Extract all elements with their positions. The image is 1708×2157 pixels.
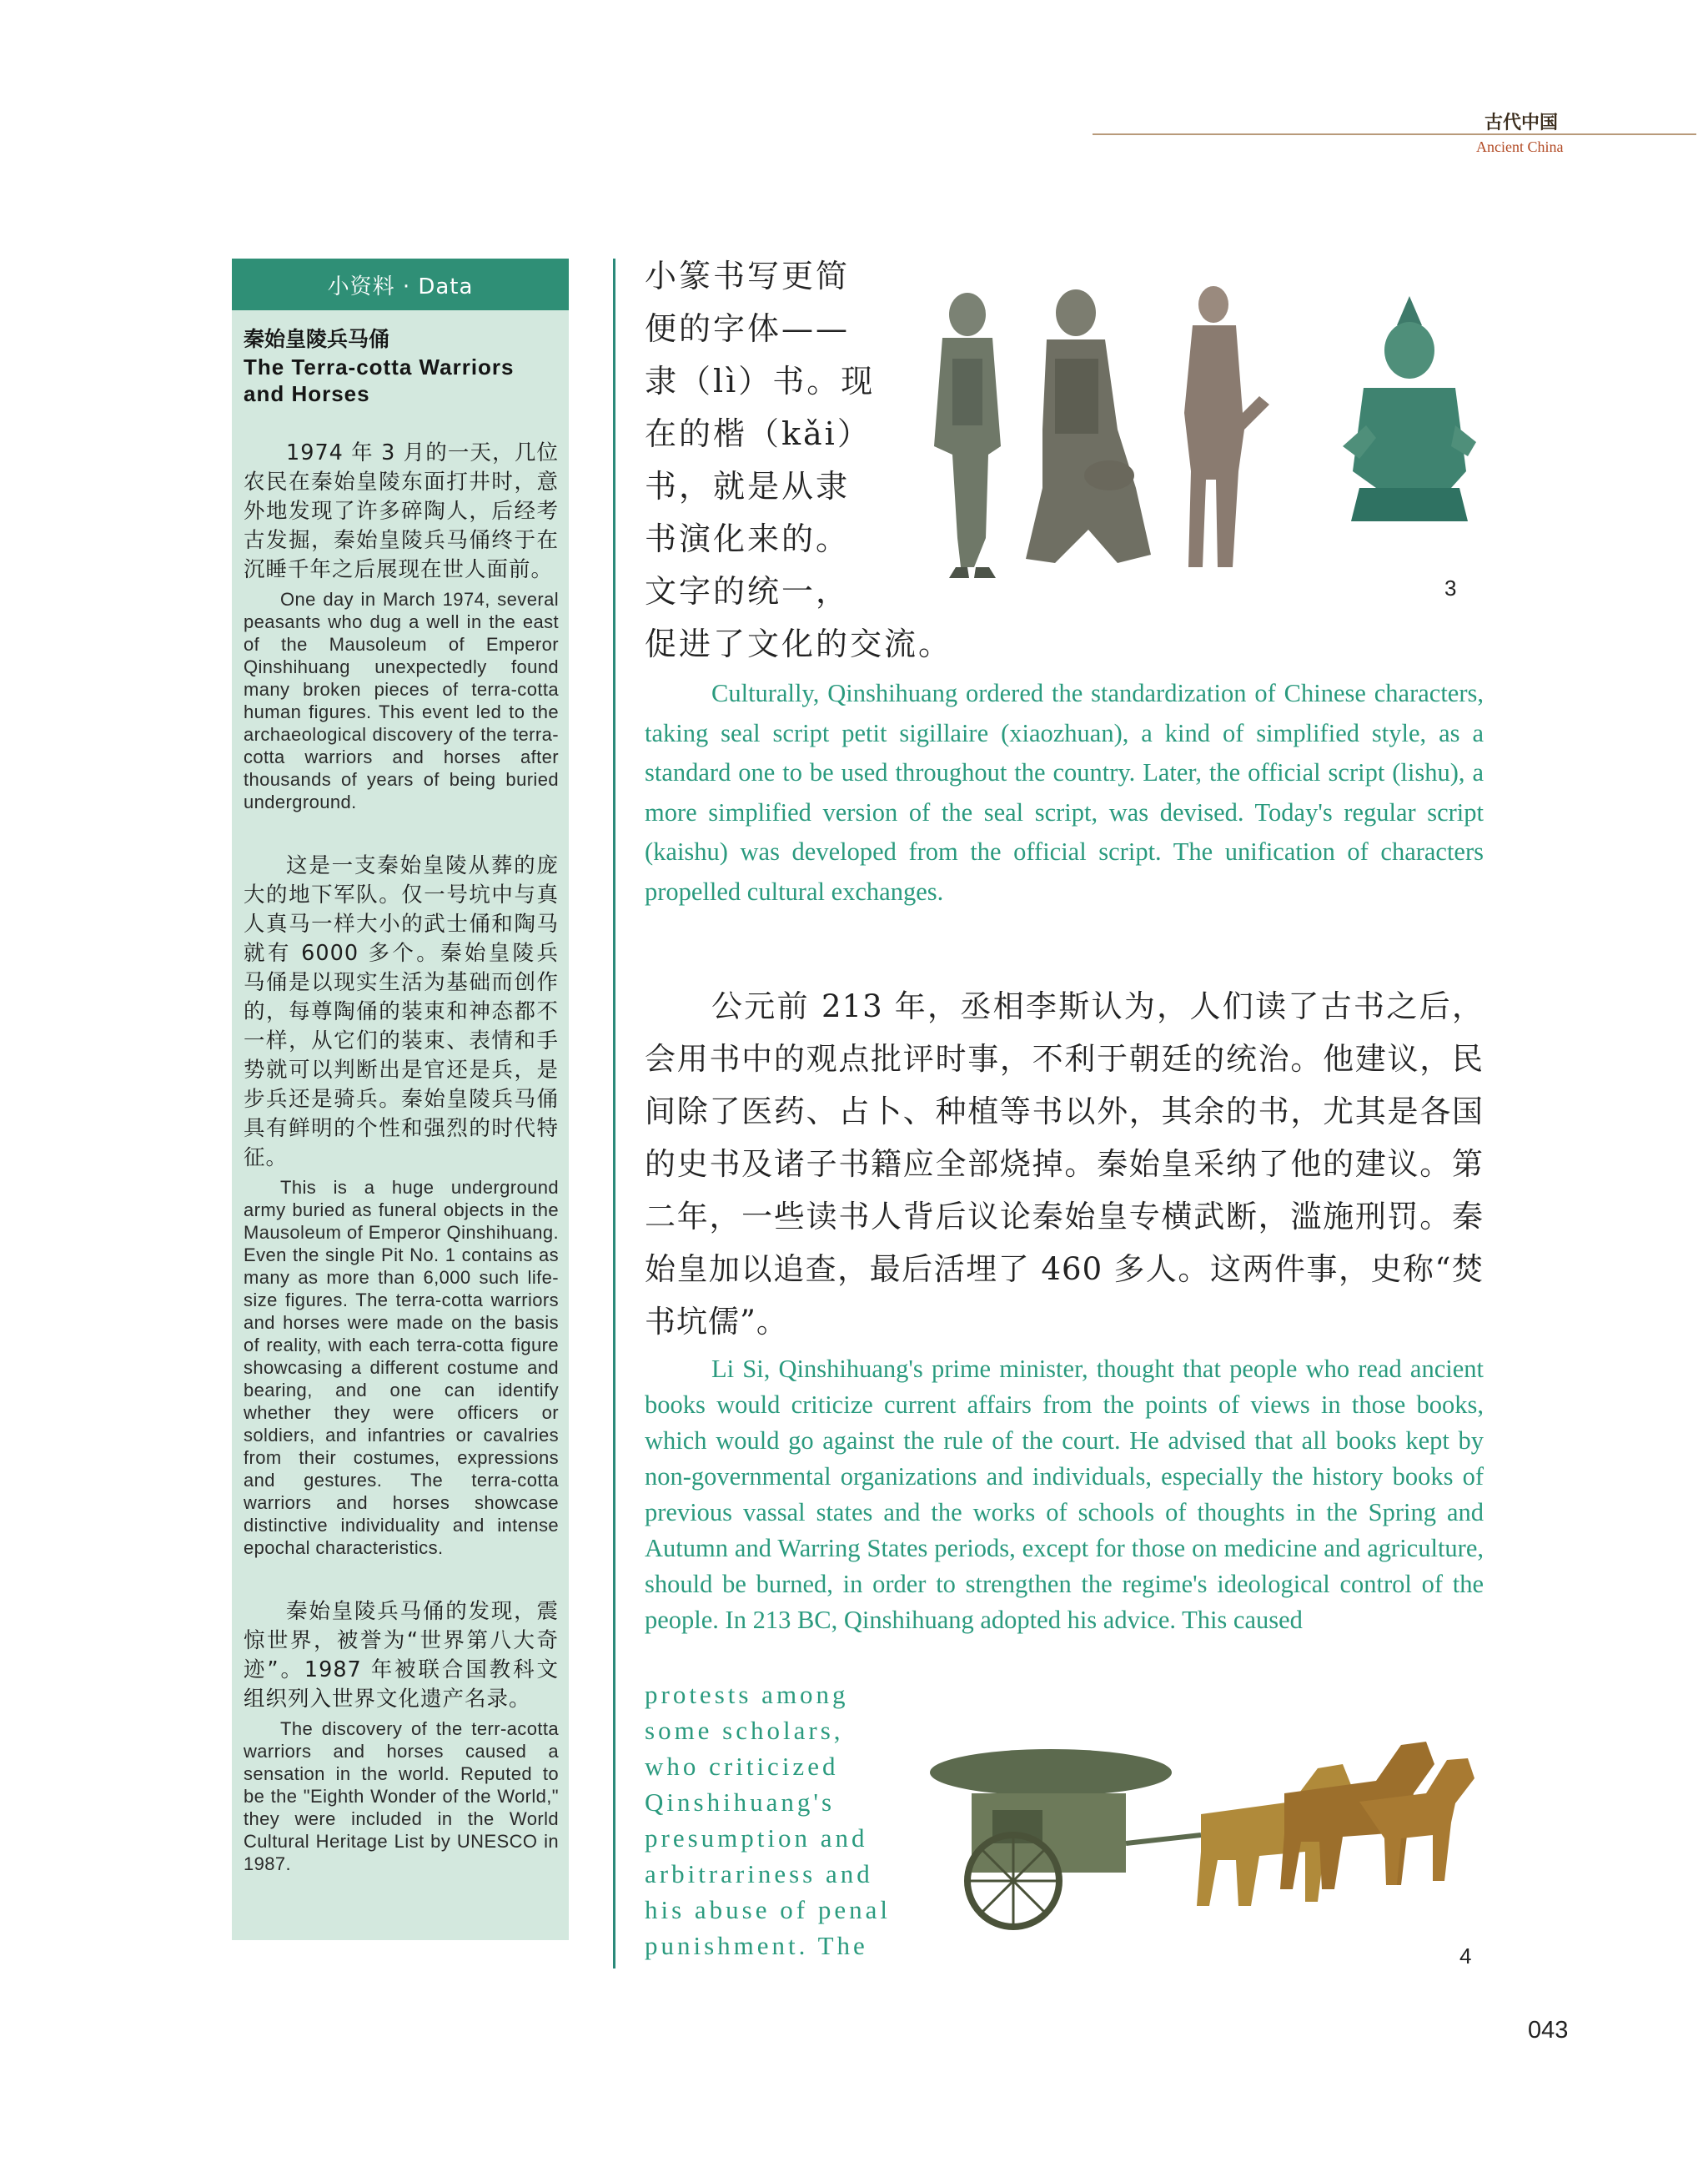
chariot-canopy bbox=[930, 1749, 1172, 1796]
data-sidebar bbox=[232, 259, 569, 1940]
narrow-line: punishment. The bbox=[645, 1931, 868, 1960]
narrow-line: some scholars, bbox=[645, 1716, 844, 1745]
sidebar-paragraph-3-zh: 秦始皇陵兵马俑的发现，震惊世界，被誉为“世界第八大奇迹”。1987 年被联合国教科文组织列入世界文化遗产名录。 bbox=[244, 1599, 559, 1712]
glazed-figure-illustration bbox=[1343, 296, 1476, 521]
narrow-line: presumption and bbox=[645, 1823, 868, 1853]
sidebar-paragraph-1-en: One day in March 1974, several peasants who dug a well in the east of the Mausoleum of Emperor Qinshihuang unexpectedly found many broken pieces of terra-cotta human figures. This event led to the archaeological discovery of the terra-cotta warriors and horses after thousands of years of being buried underground. bbox=[244, 589, 559, 812]
sidebar-paragraph-2-en: This is a huge underground army buried as funeral objects in the Mausoleum of Emperor Qinshihuang. Even the single Pit No. 1 contains as many as more than 6,000 such life-size figures. The terra-cotta warriors and horses were made on the basis of reality, with each terra-cotta figure showcasing a different costume and bearing, and one can identify whether they were officers or soldiers, and infantries or cavalries from their costumes, expressions and gestures. The terra-cotta warriors and horses showcase distinctive individuality and intense epochal characteristics. bbox=[244, 1177, 559, 1558]
running-header-zh: 古代中国 bbox=[1484, 112, 1559, 133]
narrow-line: arbitrariness and bbox=[645, 1859, 873, 1888]
main-zh-line: 书演化来的。 bbox=[645, 520, 851, 557]
terracotta-warriors-figure bbox=[909, 279, 1493, 584]
horses-illustration bbox=[1197, 1742, 1474, 1906]
main-zh-line: 促进了文化的交流。 bbox=[645, 626, 953, 662]
main-zh-line: 便的字体—— bbox=[645, 310, 851, 347]
main-zh-line: 文字的统一， bbox=[645, 573, 851, 610]
chariot-wheel bbox=[967, 1835, 1059, 1927]
bronze-chariot-figure bbox=[926, 1735, 1493, 1943]
narrow-line: who criticized bbox=[645, 1752, 839, 1781]
sidebar-title-en-line1: The Terra-cotta Warriors bbox=[244, 354, 515, 380]
narrow-line: his abuse of penal bbox=[645, 1895, 891, 1924]
main-zh-line: 隶（lì）书。现 bbox=[645, 363, 876, 400]
sidebar-title-en-line2: and Horses bbox=[244, 381, 370, 406]
running-header-en: Ancient China bbox=[1476, 138, 1564, 155]
narrow-line: Qinshihuang's bbox=[645, 1787, 836, 1817]
kneeling-archer-illustration bbox=[1026, 289, 1151, 563]
sidebar-heading: 小资料 · Data bbox=[232, 259, 569, 310]
main-en-paragraph-2-narrow bbox=[645, 1677, 903, 1963]
sidebar-paragraph-3-en: The discovery of the terr-acotta warriors and horses caused a sensation in the world. Reputed to be the "Eighth Wonder of the World," they were included in the World Cultural Heritage List by UNESCO in 1987. bbox=[244, 1718, 559, 1874]
figure-3-label: 3 bbox=[1444, 576, 1457, 601]
standing-officer-illustration bbox=[1184, 286, 1269, 567]
main-en-paragraph-1: Culturally, Qinshihuang ordered the standardization of Chinese characters, taking seal script petit sigillaire (xiaozhuan), a kind of simplified style, as a standard one to be used throughout the country. Later, the official script (lishu), a more simplified version of the seal script, was devised. Today's regular script (kaishu) was developed from the official script. The unification of characters propelled cultural exchanges. bbox=[645, 679, 1484, 906]
main-zh-top-block bbox=[645, 250, 953, 671]
sidebar-title-zh: 秦始皇陵兵马俑 bbox=[244, 327, 390, 351]
page-number: 043 bbox=[1528, 2017, 1569, 2044]
sidebar-paragraph-2-zh: 这是一支秦始皇陵从葬的庞大的地下军队。仅一号坑中与真人真马一样大小的武士俑和陶马就有 6000 多个。秦始皇陵兵马俑是以现实生活为基础而创作的，每尊陶俑的装束和神态都不一样，从它们的装束、表情和手势就可以判断出是官还是兵，是步兵还是骑兵。秦始皇陵兵马俑具有鲜明的个性和强烈的时代特征。 bbox=[244, 853, 559, 1170]
main-zh-line: 在的楷（kǎi） bbox=[645, 415, 872, 452]
figure-4-label: 4 bbox=[1459, 1943, 1472, 1968]
standing-warrior-illustration bbox=[934, 293, 1001, 578]
main-zh-line: 书，就是从隶 bbox=[645, 468, 851, 505]
header-rule bbox=[1093, 133, 1696, 135]
sidebar-paragraph-1-zh: 1974 年 3 月的一天，几位农民在秦始皇陵东面打井时，意外地发现了许多碎陶人，后经考古发掘，秦始皇陵兵马俑终于在沉睡千年之后展现在世人面前。 bbox=[244, 440, 559, 582]
column-divider bbox=[613, 259, 615, 1968]
narrow-line: protests among bbox=[645, 1680, 849, 1709]
main-zh-paragraph-2: 公元前 213 年，丞相李斯认为，人们读了古书之后，会用书中的观点批评时事，不利于朝廷的统治。他建议，民间除了医药、占卜、种植等书以外，其余的书，尤其是各国的史书及诸子书籍应全部烧掉。秦始皇采纳了他的建议。第二年，一些读书人背后议论秦始皇专横武断，滥施刑罚。秦始皇加以追查，最后活埋了 460 多人。这两件事，史称“焚书坑儒”。 bbox=[645, 988, 1484, 1340]
main-zh-line: 小篆书写更简 bbox=[645, 258, 851, 294]
main-en-paragraph-2: Li Si, Qinshihuang's prime minister, thought that people who read ancient books would criticize current affairs from the points of views in those books, which would go against the rule of the court. He advised that all books kept by non-governmental organizations and individuals, especially the history books of previous vassal states and the works of schools of thoughts in the Spring and Autumn and Warring States periods, except for those on medicine and agriculture, should be burned, in order to strengthen the regime's ideological control of the people. In 213 BC, Qinshihuang adopted his advice. This caused bbox=[645, 1355, 1484, 1634]
